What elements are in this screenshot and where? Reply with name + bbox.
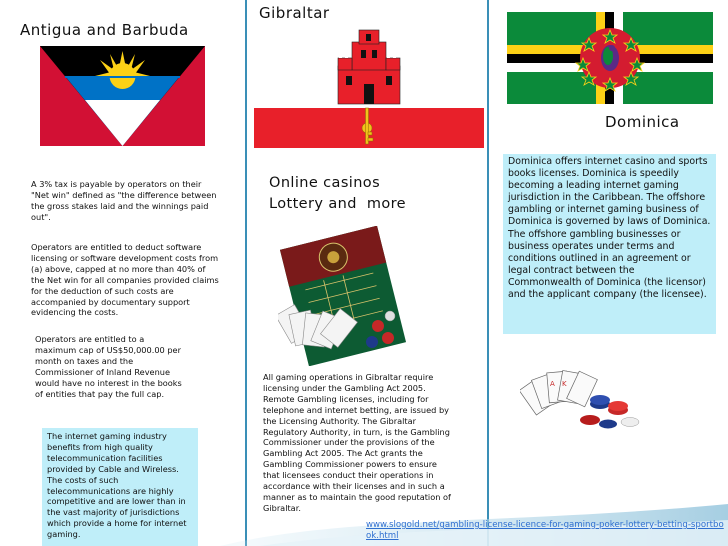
gibraltar-tagline-lottery: Lottery and more [269, 196, 406, 212]
dominica-flag [507, 12, 713, 104]
svg-text:K: K [562, 380, 567, 388]
antigua-cap-paragraph: Operators are entitled to a maximum cap of US$50,000.00 per month on taxes and the Commissioner of Inland Revenue would have no interest in the books of entities that pay the full cap. [35, 334, 182, 399]
dominica-license-box: Dominica offers internet casino and sports books licenses. Dominica is speedily becoming a leading internet gaming jurisdiction in the Caribbean. The offshore gambling or internet gaming business of Dominica is governed by laws of Dominica. The offshore gambling businesses or business operates under terms and conditions outlined in an agreement or legal contract between the Commonwealth of Dominica (the licensor) and the applicant company (the licensee). [503, 154, 716, 334]
antigua-tax-paragraph: A 3% tax is payable by operators on their "Net win" defined as "the difference between the gross stakes laid and the winnings paid out". [31, 179, 217, 222]
column-divider-right [487, 0, 489, 546]
antigua-flag [40, 46, 205, 146]
playing-cards-chips-image [520, 360, 650, 440]
gibraltar-tagline-casinos: Online casinos [269, 175, 381, 191]
antigua-heading: Antigua and Barbuda [20, 21, 189, 39]
source-link[interactable]: www.slogold.net/gambling-license-licence-for-gaming-poker-lottery-betting-sportbook.html [366, 520, 724, 541]
casino-roulette-image [278, 226, 408, 366]
column-divider-left [245, 0, 247, 546]
gibraltar-heading: Gibraltar [259, 4, 330, 22]
gibraltar-flag [254, 24, 484, 148]
gibraltar-licensing-paragraph: All gaming operations in Gibraltar require licensing under the Gambling Act 2005. Remote Gambling licenses, including for telephone and internet betting, are issued by the Licensing Authority. The Gibraltar Regulatory Authority, in turn, is the Gambling Commissioner under the provisions of the Gambling Act 2005. The Act grants the Gambling Commissioner powers to ensure that licensees conduct their operations in accordance with their licenses and in such a manner as to maintain the good reputation of Gibraltar. [263, 372, 451, 513]
svg-text:A: A [550, 380, 555, 388]
antigua-deduction-paragraph: Operators are entitled to deduct software licensing or software development costs from (a) above, capped at no more than 40% of the Net win for all companies provided claims for the deduction of such costs are accompanied by documentary support evidencing the costs. [31, 242, 219, 318]
antigua-telecom-box: The internet gaming industry benefits from high quality telecommunication facilities provided by Cable and Wireless. The costs of such telecommunications are highly competitive and are lower than in the vast majority of jurisdictions which provide a home for internet gaming. [42, 428, 198, 546]
dominica-heading: Dominica [605, 113, 680, 131]
